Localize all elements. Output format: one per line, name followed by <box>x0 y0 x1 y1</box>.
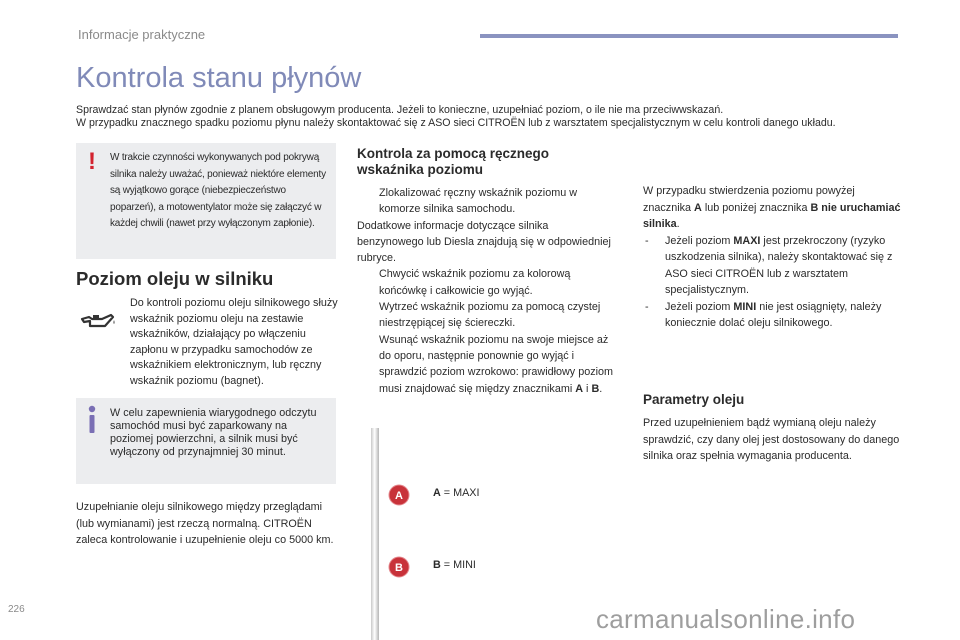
step-1-text: Zlokalizować ręczny wskaźnik poziomu w komorze silnika samochodu. <box>379 187 578 216</box>
params-text: Przed uzupełnieniem bądź wymianą oleju należy sprawdzić, czy dany olej jest dostosowany do danego silnika oraz spełnia wymagania producenta. <box>643 417 900 462</box>
step-2-text: Chwycić wskaźnik poziomu za kolorową końcówkę i całkowicie go wyjąć. <box>379 268 571 297</box>
marker-a-letter: A <box>395 490 403 502</box>
label-b <box>433 559 476 571</box>
step-3-text: Wytrzeć wskaźnik poziomu za pomocą czystej niestrzępiącej się ściereczki. <box>379 301 601 330</box>
p1-c: lub poniżej znacznika <box>701 201 811 214</box>
marker-b-icon <box>388 556 410 578</box>
step-4 <box>357 332 617 397</box>
step-2 <box>357 266 617 299</box>
oil-can-icon <box>80 310 116 332</box>
watermark: carmanualsonline.info <box>596 604 856 634</box>
header-rule <box>480 34 898 38</box>
label-b-value: = MINI <box>440 559 476 571</box>
item1-b: MAXI <box>733 234 761 247</box>
section-label: Informacje praktyczne <box>78 27 206 42</box>
refill-text: Uzupełnianie oleju silnikowego między przeglądami (lub wymianami) jest rzeczą normalną. CITROËN zaleca kontrolowanie i uzupełnienie oleju co 5000 km. <box>76 501 334 546</box>
dash: - <box>645 234 649 247</box>
mini-item <box>643 299 901 332</box>
item2-c: nie jest osiągnięty, należy koniecznie dolać oleju silnikowego. <box>665 300 882 329</box>
marker-b-letter: B <box>395 562 403 574</box>
p1-d: B nie uruchamiać silnika <box>643 201 901 230</box>
label-b-key: B <box>433 559 441 571</box>
warning-icon: ! <box>88 148 96 175</box>
level-check-text <box>643 183 901 332</box>
mark-a-ref: A <box>575 382 584 395</box>
p1-e: . <box>676 218 680 230</box>
step-4-text: Wsunąć wskaźnik poziomu na swoje miejsce aż do oporu, następnie ponownie go wyjąć i sprawdzić poziom wzrokowo: prawidłowy poziom musi znajdować się między znacznikami <box>379 333 614 395</box>
and-text: i <box>583 382 592 395</box>
step-4-end: . <box>599 382 603 395</box>
dipstick-illustration <box>371 428 379 640</box>
marker-a-icon <box>388 484 410 506</box>
page-number: 226 <box>8 604 25 615</box>
p1-a: W przypadku stwierdzenia poziomu powyżej znacznika <box>643 185 855 214</box>
oil-level-heading: Poziom oleju w silniku <box>76 268 274 289</box>
params-heading: Parametry oleju <box>643 392 745 407</box>
p1-b: A <box>694 201 702 214</box>
intro-line-1: Sprawdzać stan płynów zgodnie z planem obsługowym producenta. Jeżeli to konieczne, uzupełniać poziom, o ile nie ma przeciwwskazań. <box>76 104 724 116</box>
intro-line-2: W przypadku znacznego spadku poziomu płynu należy skontaktować się z ASO sieci CITROËN lub z warsztatem specjalistycznym w celu kontroli danego układu. <box>76 117 836 129</box>
maxi-item <box>643 233 901 299</box>
mark-b-ref: B <box>591 382 600 395</box>
item1-c: jest przekroczony (ryzyko uszkodzenia silnika), należy skontaktować się z ASO sieci CITROËN lub z warsztatem specjalistycznym. <box>665 234 893 296</box>
label-a <box>433 487 480 499</box>
dipstick-heading: Kontrola za pomocą ręcznego wskaźnika poziomu <box>357 146 550 177</box>
oil-level-text: Do kontroli poziomu oleju silnikowego służy wskaźnik poziomu oleju na zestawie wskaźników, działający po włączeniu zapłonu w przypadku samochodów ze wskaźnikiem elektronicznym, lub ręczny wskaźnik poziomu (bagnet). <box>130 297 338 387</box>
dipstick-steps <box>357 185 617 397</box>
level-check-intro <box>643 183 901 233</box>
label-a-key: A <box>433 487 441 499</box>
info-icon <box>83 403 101 437</box>
item2-b: MINI <box>733 300 757 313</box>
warning-text: W trakcie czynności wykonywanych pod pokrywą silnika należy uważać, ponieważ niektóre elementy są wyjątkowo gorące (niebezpieczeństwo poparzeń), a motowentylator może się załączyć w każdej chwili (nawet przy wyłączonym zapłonie). <box>110 152 326 229</box>
step-3 <box>357 299 617 332</box>
engine-note: Dodatkowe informacje dotyczące silnika benzynowego lub Diesla znajdują się w odpowiedniej rubryce. <box>357 219 611 265</box>
label-a-value: = MAXI <box>440 487 480 499</box>
dash: - <box>645 300 649 313</box>
step-1 <box>357 185 617 218</box>
item1-a: Jeżeli poziom <box>665 234 734 247</box>
page-title: Kontrola stanu płynów <box>76 62 362 94</box>
item2-a: Jeżeli poziom <box>665 300 734 313</box>
info-text: W celu zapewnienia wiarygodnego odczytu samochód musi być zaparkowany na poziomej powierzchni, a silnik musi być wyłączony od przynajmniej 30 minut. <box>110 407 317 458</box>
intro-text <box>76 104 886 130</box>
